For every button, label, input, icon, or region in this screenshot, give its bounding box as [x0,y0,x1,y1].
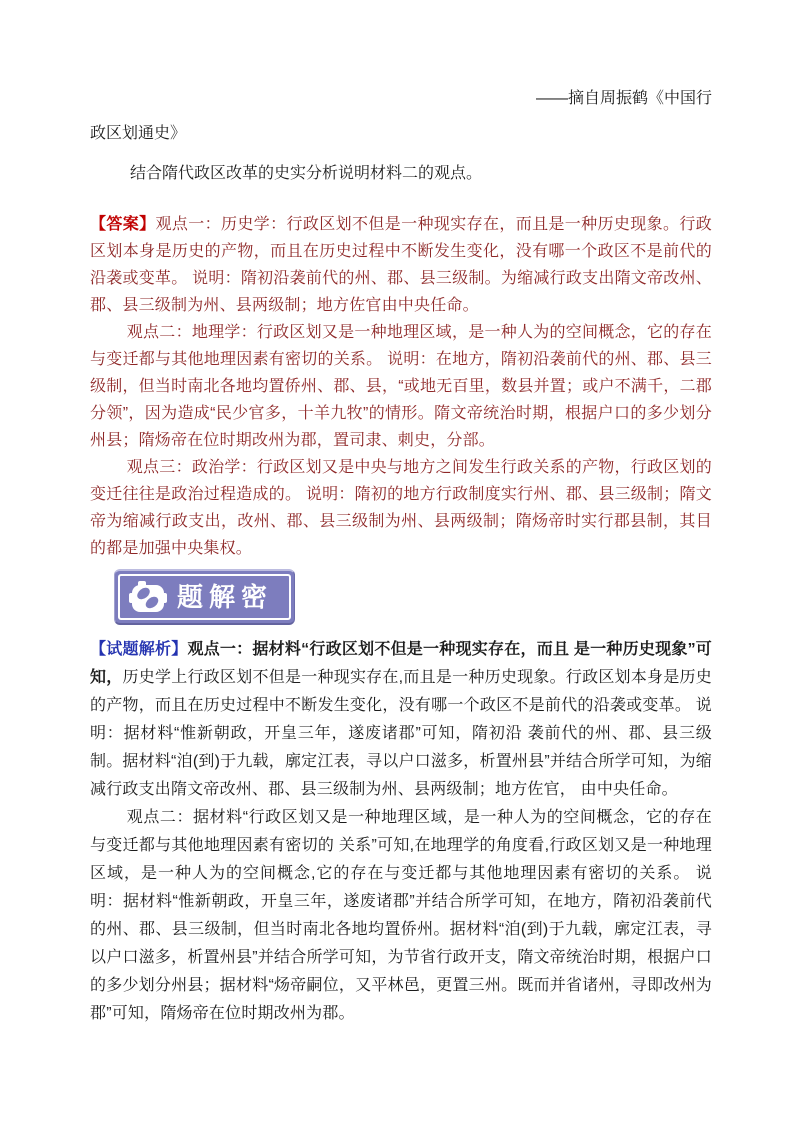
analysis-label: 【试题解析】 [90,641,188,658]
attribution-line-2: 政区划通史》 [90,125,187,142]
badge-label: 题解密 [177,582,274,612]
topic-decode-badge [114,569,295,625]
answer-paragraph-point2: 观点二：地理学：行政区划又是一种地理区域，是一种人为的空间概念，它的存在与变迁都与其他地理因素有密切的关系。 说明：在地方，隋初沿袭前代的州、郡、县三级制，但当时南北各地均置侨州、郡、县，“或地无百里，数县并置；或户不满千，二郡分领”，因为造成“民少官多，十羊九牧”的情形。隋文帝统治时期，根据户口的多少划分州县；隋炀帝在位时期改州为郡，置司隶、刺史，分部。 [90,324,712,449]
analysis-point1-lead: 观点一：据材料“行政区划不但是一种现实存在，而且 是一种历史现象”可知， [90,641,713,686]
document-content [90,84,712,1028]
topic-decode-badge-inner [118,574,291,620]
answer-paragraph-point3: 观点三：政治学：行政区划又是中央与地方之间发生行政关系的产物，行政区划的变迁往往是政治过程造成的。 说明：隋初的地方行政制度实行州、郡、县三级制；隋文帝为缩减行政支出，改州、郡、县三级制为州、县两级制；隋炀帝时实行郡县制，其目的都是加强中央集权。 [90,459,712,557]
analysis-paragraph-point2: 观点二：据材料“行政区划又是一种地理区域，是一种人为的空间概念，它的存在与变迁都与其他地理因素有密切的 关系”可知,在地理学的角度看,行政区划又是一种地理区域，是一种人为的空间概念,它的存在与变迁都与其他地理因素有密切的关系。 说明：据材料“惟新朝政，开皇三年，遂废诸郡”并结合所学可知，在地方，隋初沿袭前代的州、郡、县三级制，但当时南北各地均置侨州。据材料“洎(到)于九载，廓定江表，寻以户口滋多，析置州县”并结合所学可知，为节省行政开支，隋文帝统治时期，根据户口的多少划分州县；据材料“炀帝嗣位，又平林邑，更置三州。既而并省诸州，寻即改州为郡”可知，隋炀帝在位时期改州为郡。 [90,809,712,1022]
answer-paragraph-point1 [90,211,712,319]
answer-label: 【答案】 [90,216,156,233]
answer-point1-text: 观点一：历史学：行政区划不但是一种现实存在，而且是一种历史现象。行政区划本身是历史的产物，而且在历史过程中不断发生变化，没有哪一个政区不是前代的沿袭或变革。 说明：隋初沿袭前代的州、郡、县三级制。为缩减行政支出隋文帝改州、郡、县三级制为州、县两级制；地方佐官由中央任命。 [90,216,712,314]
lock-icon [128,579,168,615]
attribution-line-1: ——摘自周振鹤《中国行 [535,90,712,107]
analysis-paragraph-point1 [90,636,712,804]
question-text: 结合隋代政区改革的史实分析说明材料二的观点。 [130,165,483,182]
analysis-point1-body: 历史学上行政区划不但是一种现实存在,而且是一种历史现象。行政区划本身是历史的产物，而且在历史过程中不断发生变化，没有哪一个政区不是前代的沿袭或变革。 说明：据材料“惟新朝政，开皇三年，遂废诸郡”可知，隋初沿 袭前代的州、郡、县三级制。据材料“洎(到)于九载，廓定江表，寻以户口滋多，析置州县”并结合所学可知，为缩减行政支出隋文帝改州、郡、县三级制为州、县两级制；地方佐官， 由中央任命。 [90,669,712,798]
